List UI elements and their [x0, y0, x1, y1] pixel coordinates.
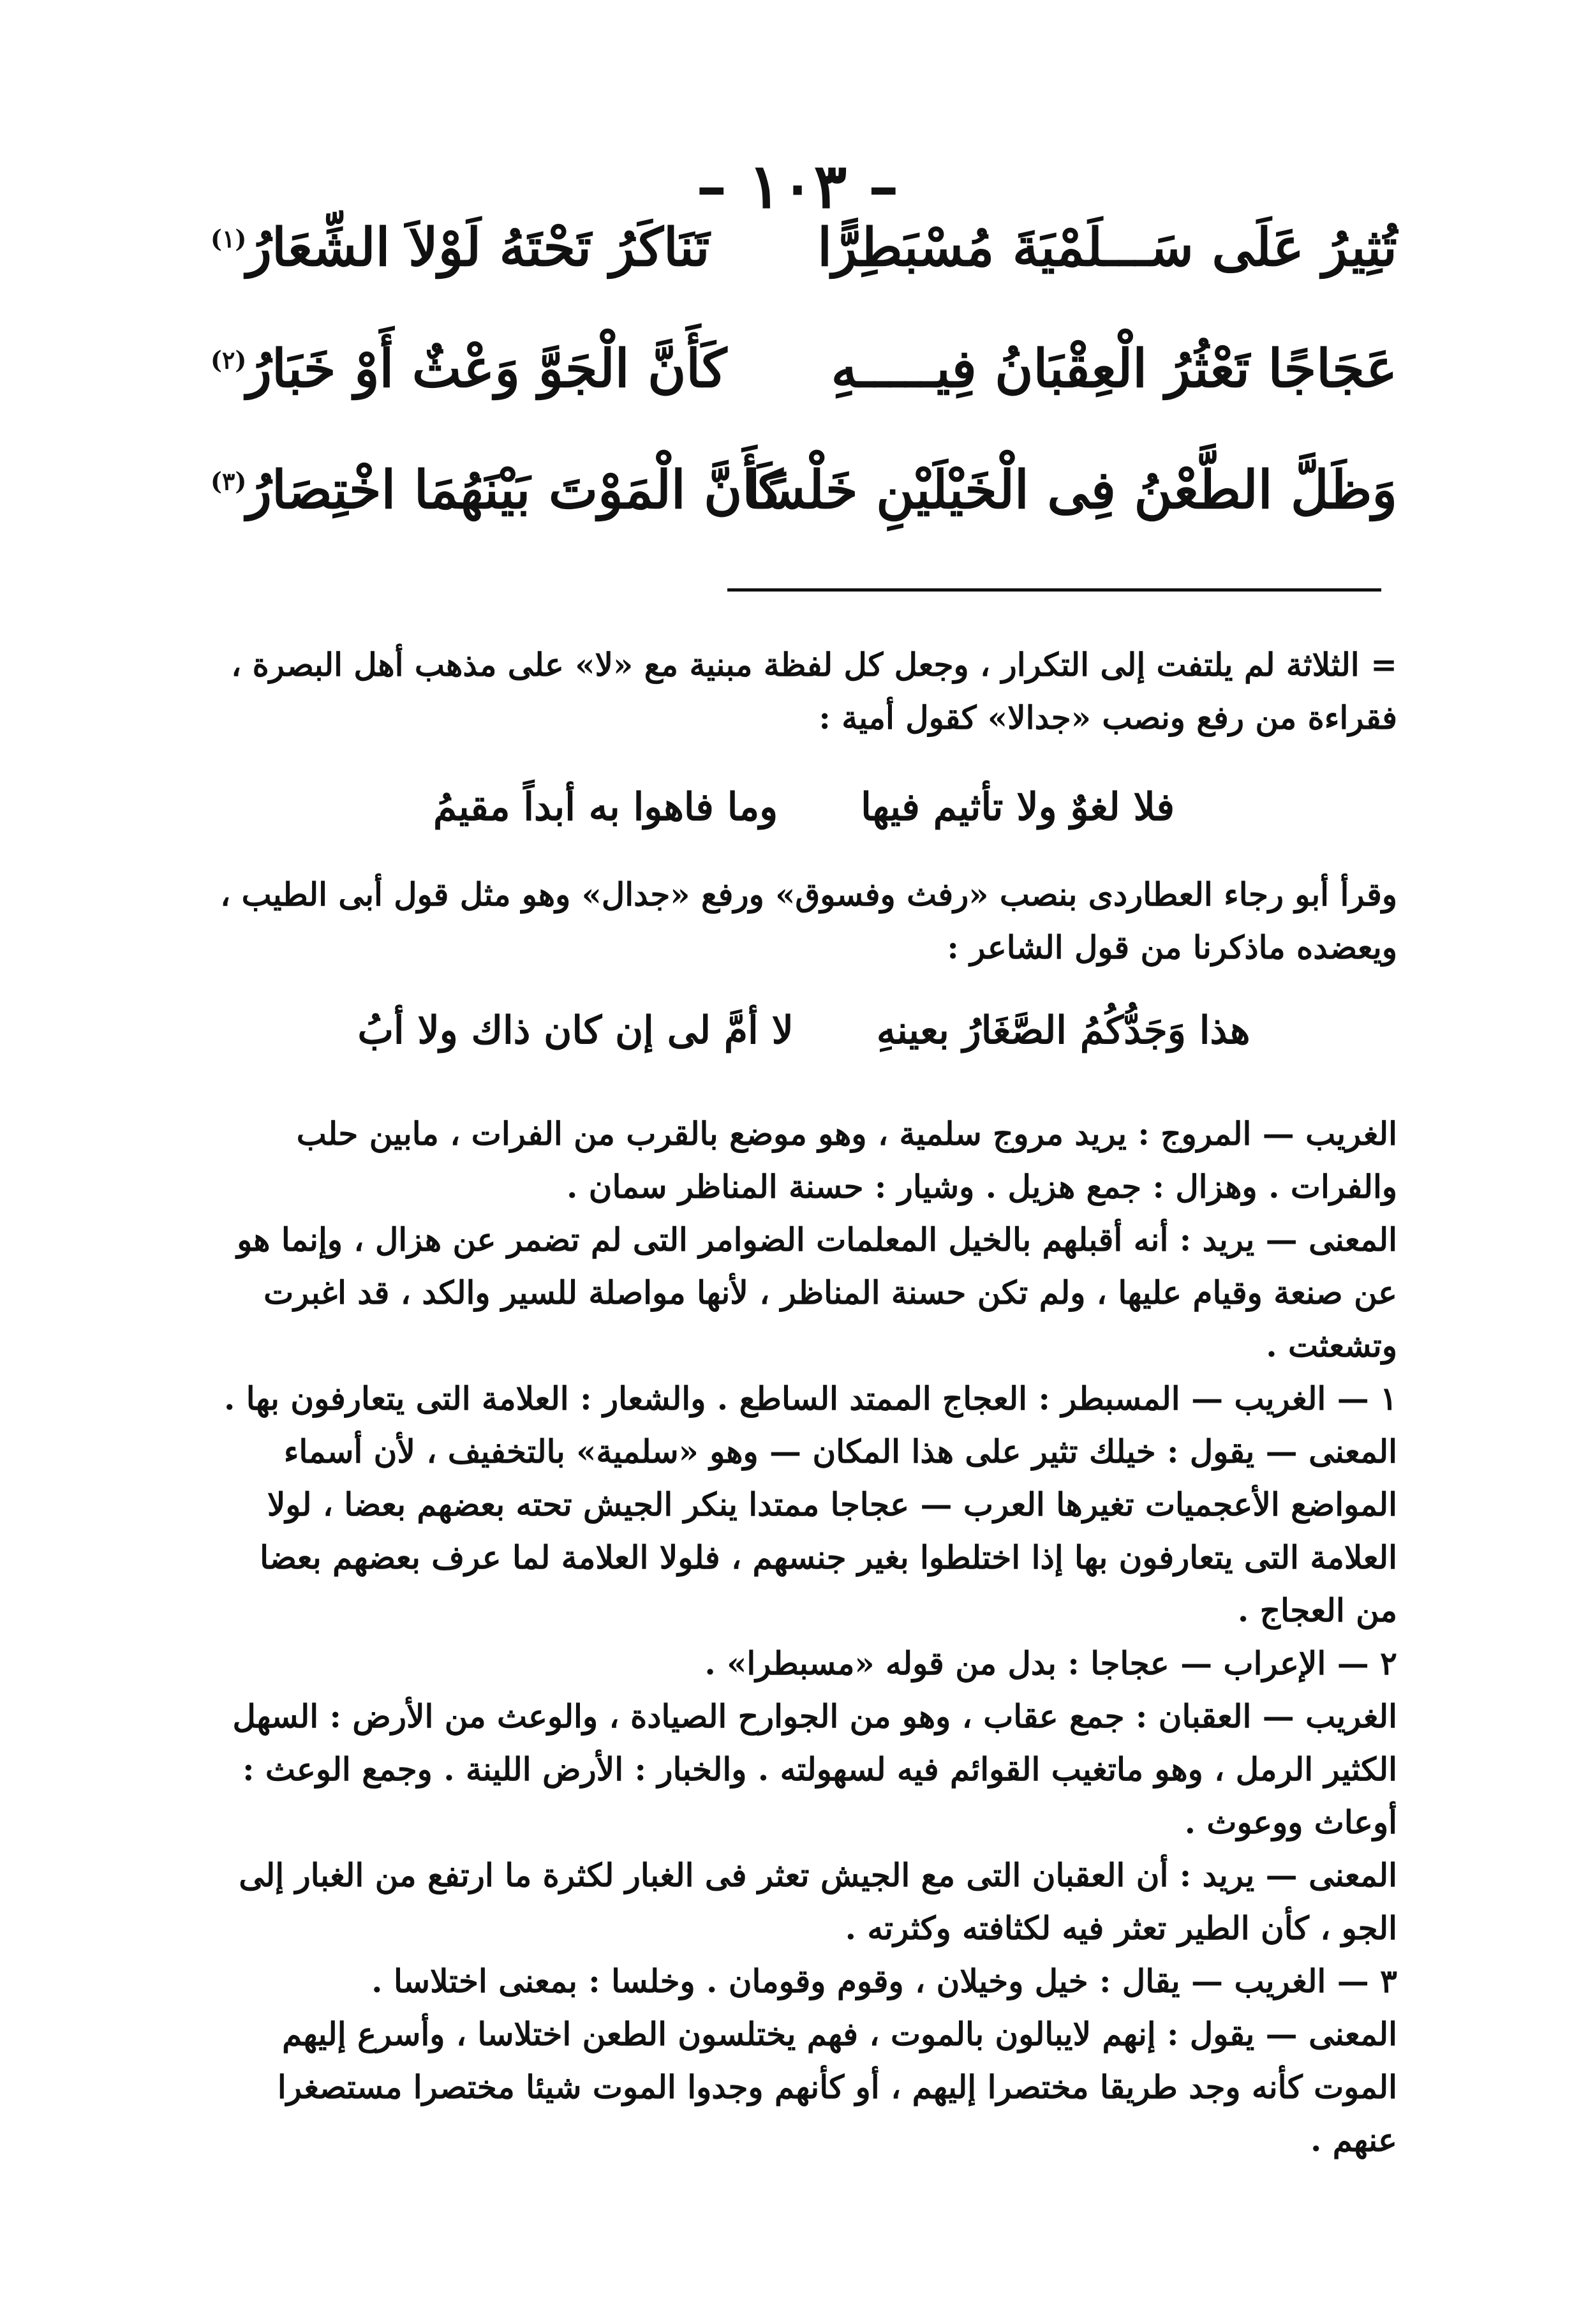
verse-2-second-text: كَأَنَّ الْجَوَّ وَعْثٌ أَوْ خَبَارُ — [246, 338, 727, 399]
note-3-maana: المعنى — يقول : إنهم لايبالون بالموت ، فهم يختلسون الطعن اختلاسا ، وأسرع إليهم الموت كأنه وجد طريقا مختصرا إليهم ، أو كأنهم وجدوا الموت شيئا مختصرا مستصغرا عنهم . — [277, 2015, 1397, 2159]
verse-2-first-hemistich: عَجَاجًا تَعْثُرُ الْعِقْبَانُ فِيـــــهِ — [831, 338, 1397, 399]
umayya-verse-first: فلا لغوٌ ولا تأثيم فيها — [861, 785, 1175, 830]
note-1-maana: المعنى — يقول : خيلك تثير على هذا المكان — وهو «سلمية» بالتخفيف ، لأن أسماء المواضع الأعجميات تغيرها العرب — عجاجا ممتدا ينكر الجيش تحته بعضهم بعضا ، لولا العلامة التى يتعارفون بها إذا اختلطوا بغير جنسهم ، فلولا العلامة لما عرف بعضهم بعضا من العجاج . — [260, 1433, 1397, 1629]
gharib-intro: الغريب — المروج : يريد مروج سلمية ، وهو موضع بالقرب من الفرات ، مابين حلب والفرات . وهزال : جمع هزيل . وشيار : حسنة المناظر سمان . — [296, 1115, 1397, 1205]
note-2-maana: المعنى — يريد : أن العقبان التى مع الجيش تعثر فى الغبار لكثرة ما ارتفع من الغبار إلى الجو ، كأن الطير تعثر فيه لكثافته وكثرته . — [239, 1856, 1397, 1947]
intro-text: = الثلاثة لم يلتفت إلى التكرار ، وجعل كل لفظة مبنية مع «لا» على مذهب أهل البصرة ، فقراءة من رفع ونصب «جدالا» كقول أمية : — [231, 646, 1397, 736]
verse-3-second-hemistich — [211, 459, 836, 521]
verse-1-first-hemistich: تُثِيرُ عَلَى سَـــلَمْيَةَ مُسْبَطِرًّا — [817, 217, 1397, 278]
commentary-intro — [211, 638, 1397, 744]
verse-1-second-hemistich — [211, 217, 836, 278]
abu-raja-paragraph — [211, 868, 1397, 974]
poem-verse-2 — [211, 338, 1397, 434]
shaer-verse-first: هذا وَجَدُّكُمُ الصَّغَارُ بعينهِ — [876, 1008, 1250, 1053]
poem-verse-1 — [211, 217, 1397, 313]
poem-verse-3 — [211, 459, 1397, 555]
notes-section — [211, 1107, 1397, 2166]
note-2-irab: ٢ — الإعراب — عجاجا : بدل من قوله «مسبطرا» . — [704, 1644, 1397, 1682]
separator-rule — [727, 588, 1381, 592]
verse-1-second-text: تَنَاكَرُ تَحْتَهُ لَوْلاَ الشِّعَارُ — [246, 217, 710, 278]
note-3-gharib: ٣ — الغريب — يقال : خيل وخيلان ، وقوم وقومان . وخلسا : بمعنى اختلاسا . — [371, 1962, 1397, 2000]
shaer-verse-second: لا أمَّ لى إن كان ذاك ولا أبُ — [357, 1008, 794, 1053]
verse-2-note-ref: (٢) — [211, 345, 247, 375]
shaer-verse — [211, 1008, 1397, 1078]
maana-intro: المعنى — يريد : أنه أقبلهم بالخيل المعلمات الضوامر التى لم تضمر عن هزال ، وإنما هو عن صنعة وقيام عليها ، ولم تكن حسنة المناظر ، لأنها مواصلة للسير والكد ، قد اغبرت وتشعثت . — [237, 1221, 1397, 1364]
verse-1-note-ref: (١) — [211, 224, 247, 253]
verse-3-note-ref: (٣) — [211, 466, 247, 496]
page-number: – ١٠٣ – — [696, 150, 899, 222]
abu-raja-text: وقرأ أبو رجاء العطاردى بنصب «رفث وفسوق» ورفع «جدال» وهو مثل قول أبى الطيب ، ويعضده ماذكرنا من قول الشاعر : — [220, 875, 1397, 966]
verse-3-second-text: كَأَنَّ الْمَوْتَ بَيْنَهُمَا اخْتِصَارُ — [246, 459, 783, 521]
verse-3-first-hemistich: وَظَلَّ الطَّعْنُ فِى الْخَيْلَيْنِ خَلْسًا — [745, 459, 1397, 521]
umayya-verse-second: وما فاهوا به أبداً مقيمُ — [433, 785, 778, 830]
note-2-gharib: الغريب — العقبان : جمع عقاب ، وهو من الجوارح الصيادة ، والوعث من الأرض : السهل الكثير الرمل ، وهو ماتغيب القوائم فيه لسهولته . والخبار : الأرض اللينة . وجمع الوعث : أوعاث ووعوث . — [232, 1697, 1397, 1841]
note-1-gharib: ١ — الغريب — المسبطر : العجاج الممتد الساطع . والشعار : العلامة التى يتعارفون بها . — [223, 1380, 1397, 1417]
verse-2-second-hemistich — [211, 338, 836, 399]
umayya-verse — [211, 785, 1397, 855]
